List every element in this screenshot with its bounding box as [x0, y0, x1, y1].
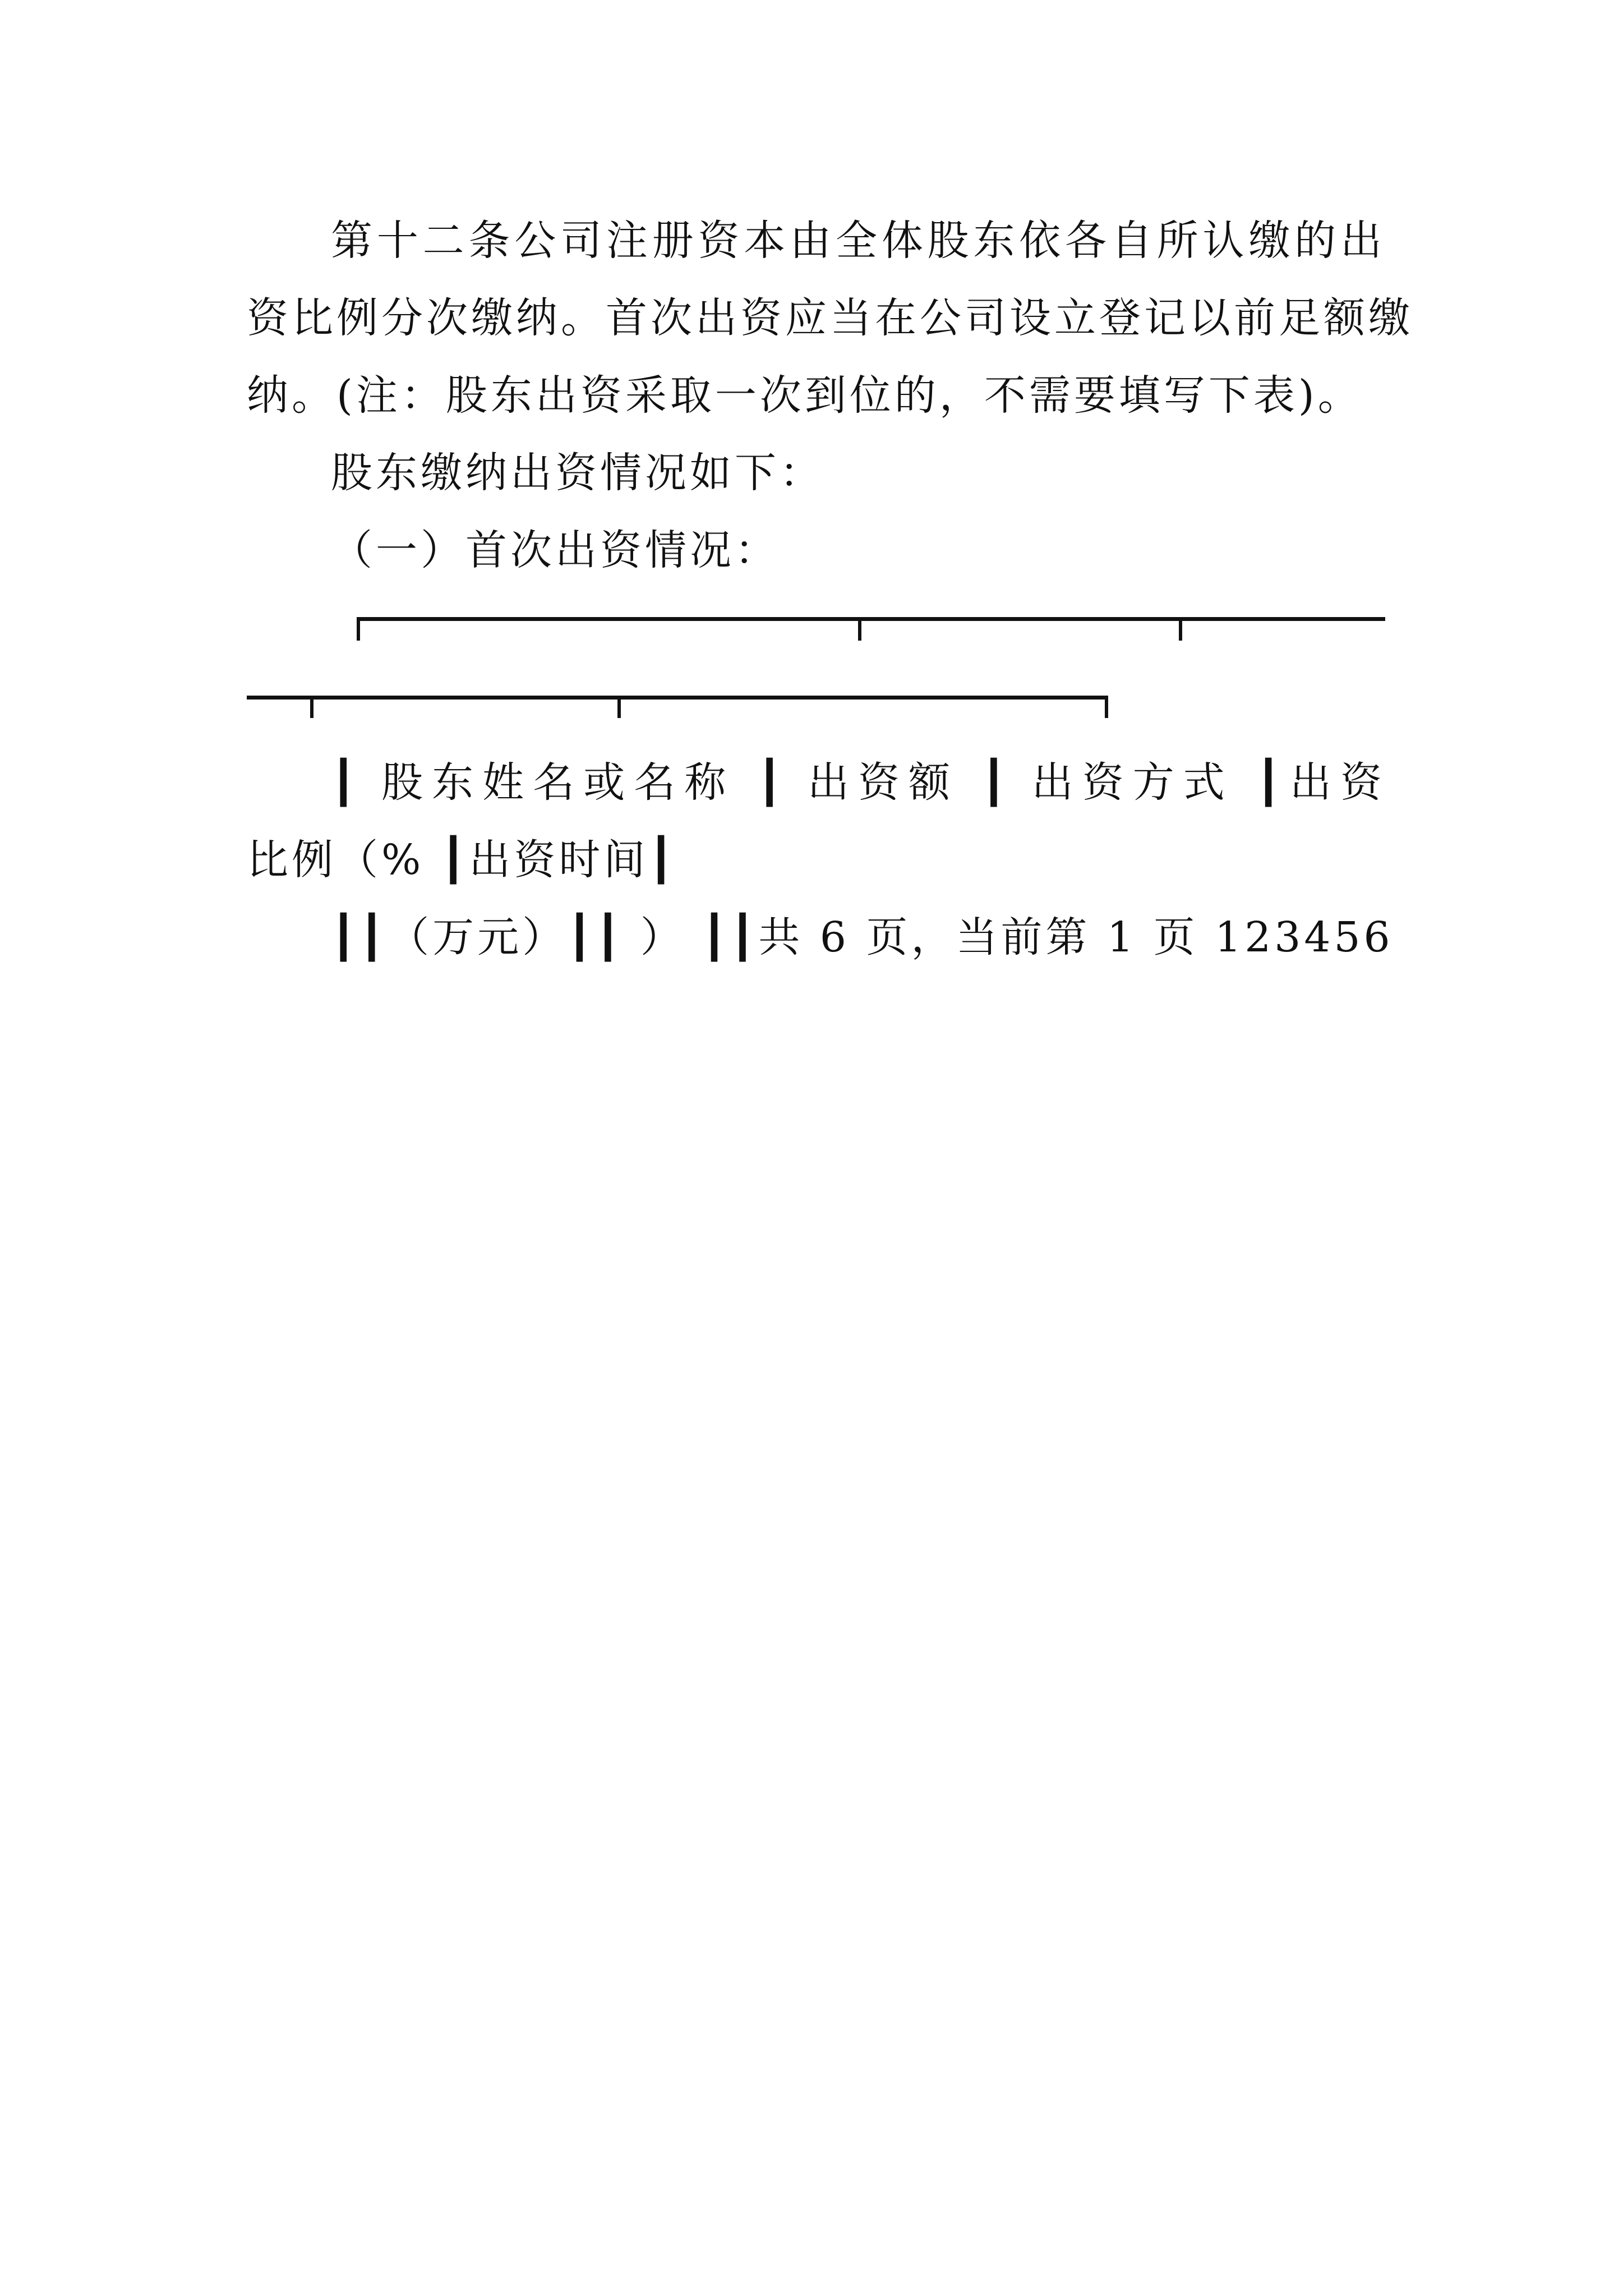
table-header-line-2: 比例（% ┃出资时间┃ [247, 836, 677, 884]
table-column-tick [1179, 617, 1182, 641]
article-12-line-1: 第十二条公司注册资本由全体股东依各自所认缴的出 [331, 217, 1385, 265]
table-top-border-row-1 [247, 589, 1385, 666]
contribution-intro: 股东缴纳出资情况如下： [331, 449, 824, 497]
table-top-border-line [247, 696, 1108, 700]
table-corner-tick [1105, 696, 1108, 718]
table-corner-tick [357, 617, 360, 641]
table-header-line-3: ┃┃（万元）┃┃ ） ┃┃共 6 页，当前第 1 页 123456 [331, 913, 1394, 961]
table-column-tick [858, 617, 861, 641]
document-body [247, 202, 1413, 976]
article-12-line-3: 纳。(注：股东出资采取一次到位的，不需要填写下表)。 [247, 371, 1363, 420]
section-title-first-contribution: （一）首次出资情况： [331, 526, 780, 574]
table-column-tick [310, 696, 313, 718]
table-top-border-row-2 [247, 666, 1385, 744]
table-header-line-1: ┃ 股东姓名或名称 ┃ 出资额 ┃ 出资方式 ┃出资 [331, 758, 1385, 807]
table-column-tick [617, 696, 621, 718]
table-top-border-line [357, 617, 1385, 621]
article-12-line-2: 资比例分次缴纳。首次出资应当在公司设立登记以前足额缴 [247, 294, 1413, 342]
